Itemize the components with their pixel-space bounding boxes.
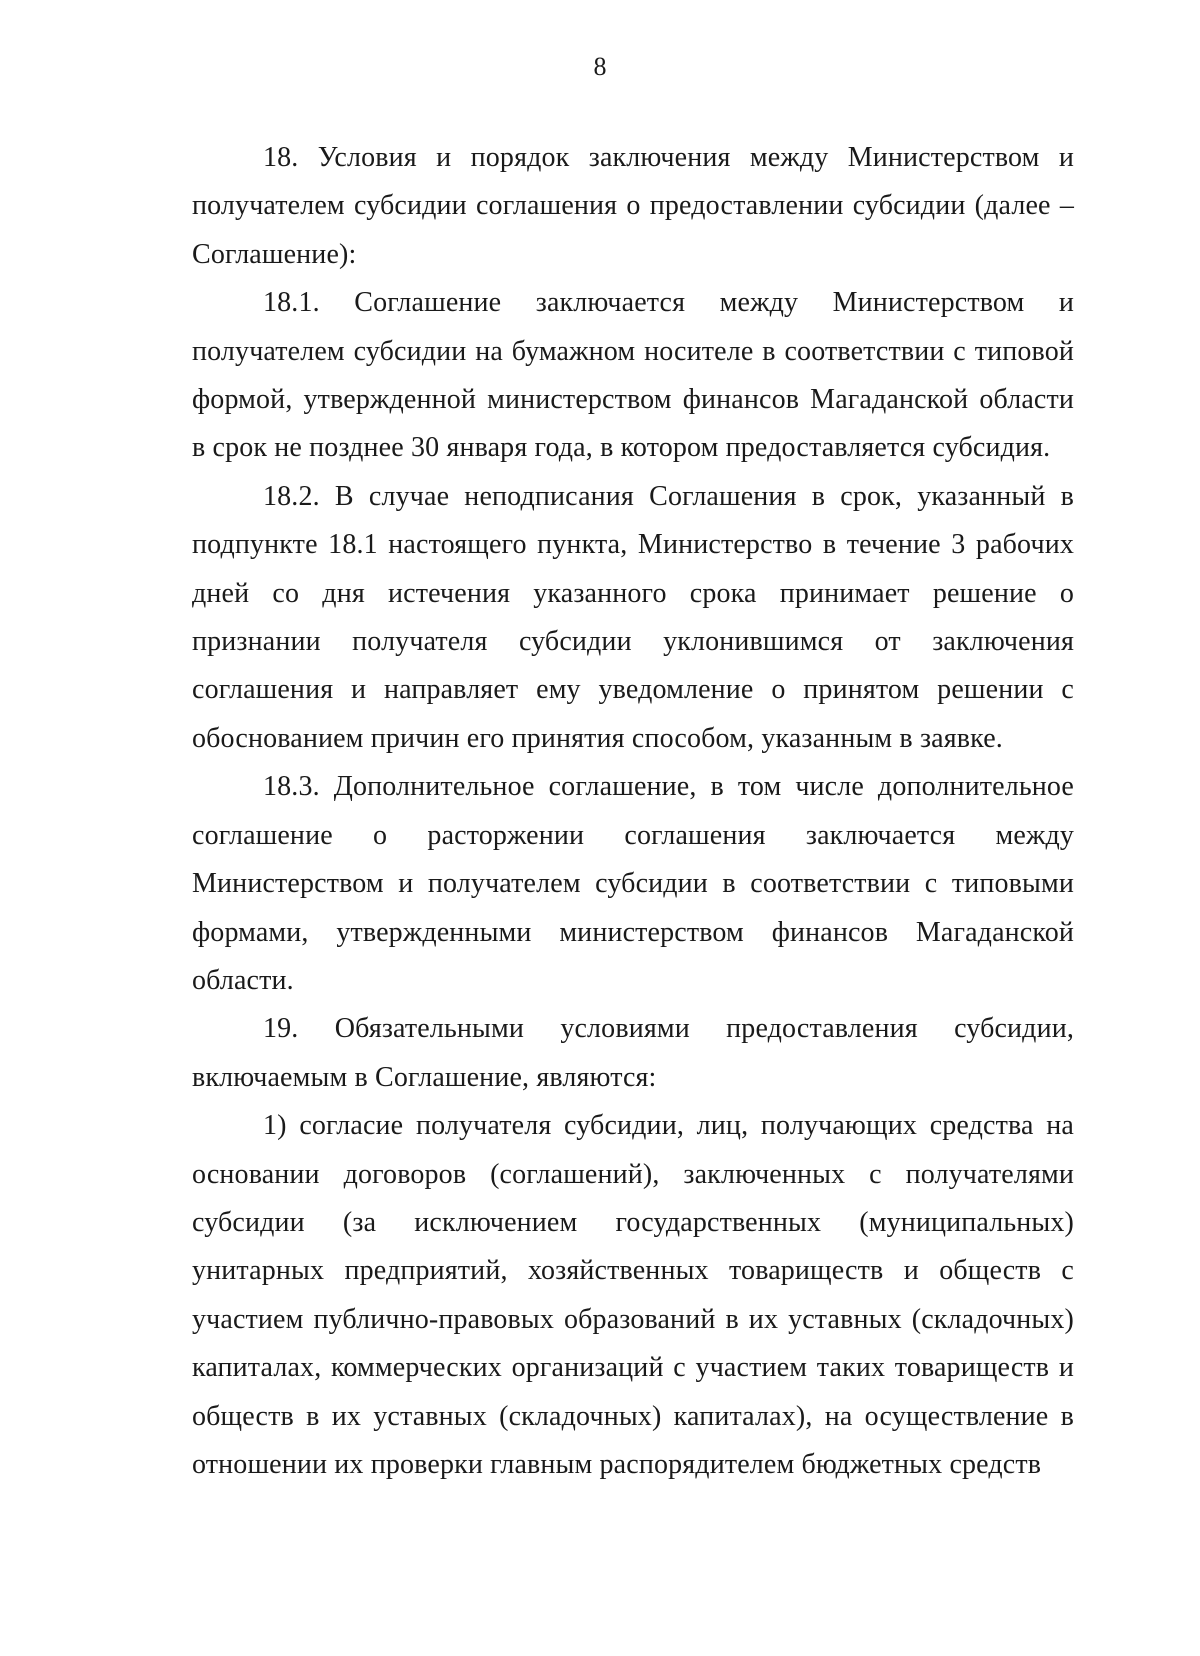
paragraph-18-1: 18.1. Соглашение заключается между Министерством и получателем субсидии на бумажном носителе в соответствии с типовой формой, утвержденной министерством финансов Магаданской области в срок не позднее 30 января года, в котором предоставляется субсидия. [192,287,1074,464]
paragraph-18-2: 18.2. В случае неподписания Соглашения в срок, указанный в подпункте 18.1 настоящего пункта, Министерство в течение 3 рабочих дней со дня истечения указанного срока принимает решение о признании получателя субсидии уклонившимся от заключения соглашения и направляет ему уведомление о принятом решении с обоснованием причин его принятия способом, указанным в заявке. [192,480,1074,754]
paragraph-19: 19. Обязательными условиями предоставления субсидии, включаемым в Соглашение, являются: [192,1013,1074,1093]
paragraph-19-item-1: 1) согласие получателя субсидии, лиц, получающих средства на основании договоров (соглашений), заключенных с получателями субсидии (за исключением государственных (муниципальных) унитарных предприятий, хозяйственных товариществ и обществ с участием публично-правовых образований в их уставных (складочных) капиталах, коммерческих организаций с участием таких товариществ и обществ в их уставных (складочных) капиталах), на осуществление в отношении их проверки главным распорядителем бюджетных средств [192,1110,1074,1480]
paragraph-18-3: 18.3. Дополнительное соглашение, в том числе дополнительное соглашение о расторжении соглашения заключается между Министерством и получателем субсидии в соответствии с типовыми формами, утвержденными министерством финансов Магаданской области. [192,771,1074,996]
document-body [192,134,1074,1489]
page-number: 8 [593,52,607,81]
paragraph-18: 18. Условия и порядок заключения между Министерством и получателем субсидии соглашения о предоставлении субсидии (далее – Соглашение): [192,142,1074,270]
